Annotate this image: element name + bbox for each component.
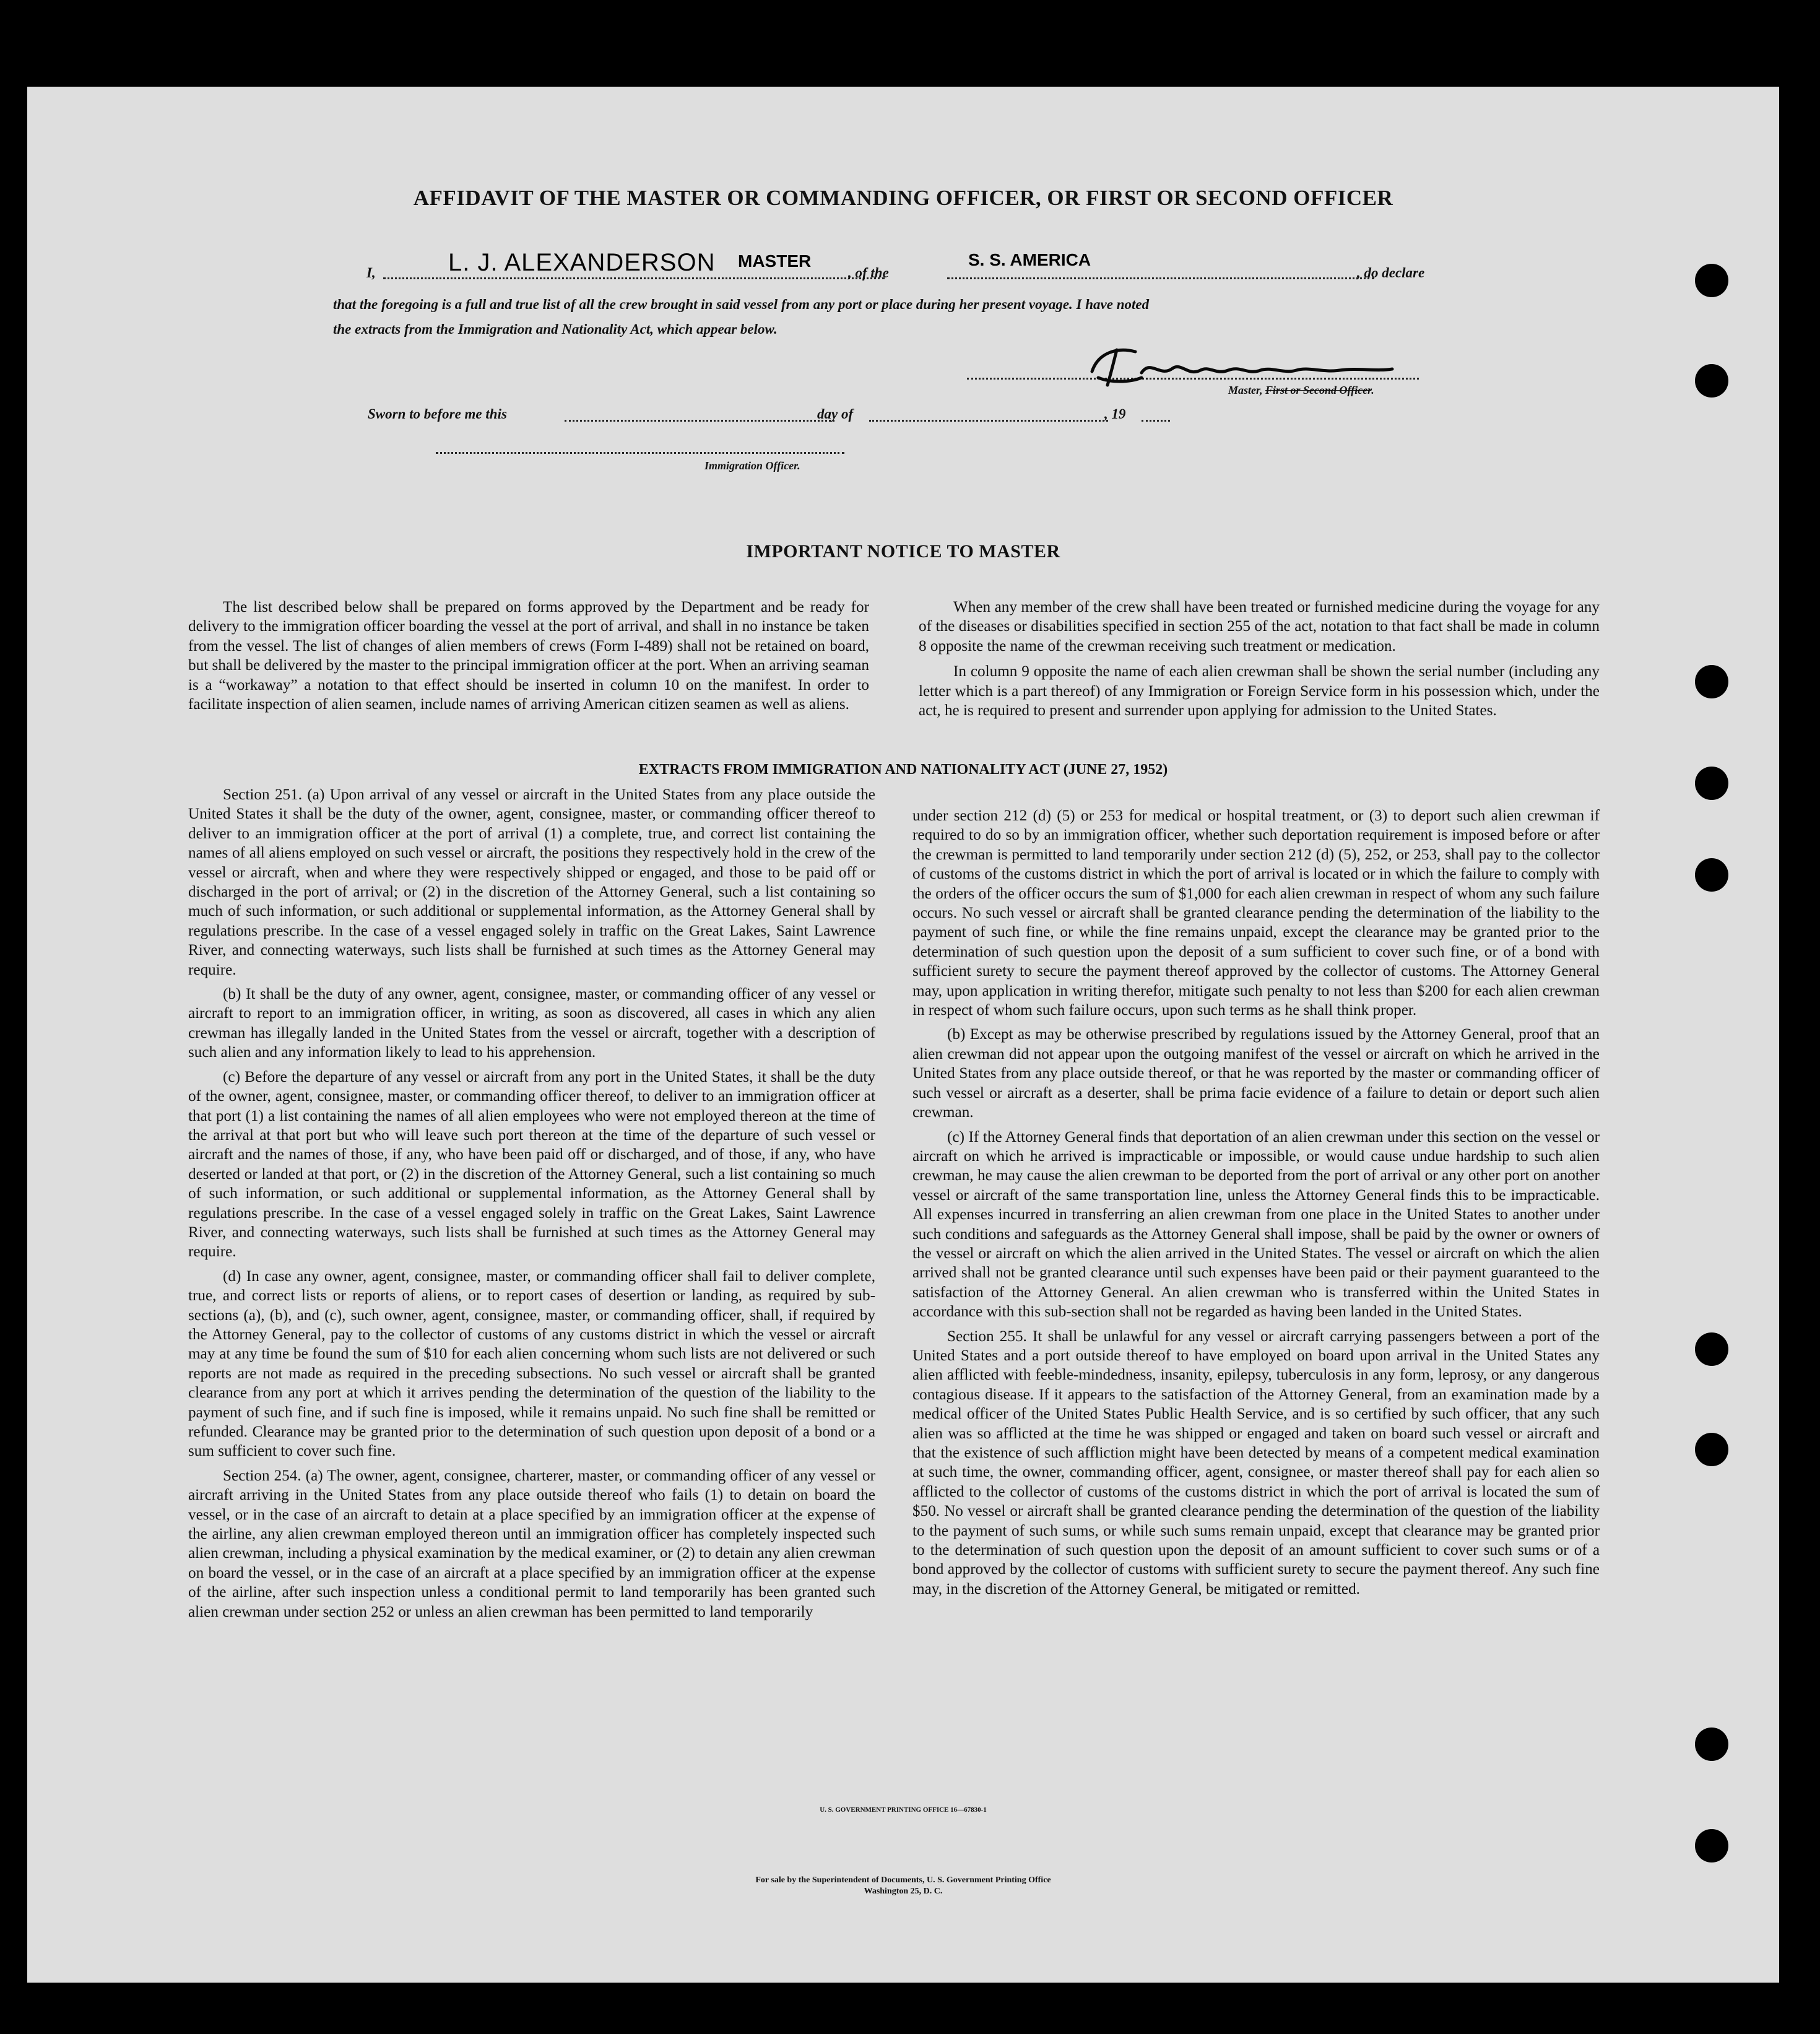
of-the-label: , of the bbox=[848, 265, 889, 280]
binder-hole bbox=[1695, 1829, 1728, 1862]
statement-line-1: that the foregoing is a full and true list of all the crew brought in said vessel from any port or place during her present voyage. I have noted bbox=[333, 297, 1150, 312]
affidavit-title: AFFIDAVIT OF THE MASTER OR COMMANDING OFFICER, OR FIRST OR SECOND OFFICER bbox=[413, 186, 1393, 210]
rank-field: MASTER bbox=[738, 251, 812, 271]
caption-period: . bbox=[1371, 384, 1374, 396]
declare-label: , do declare bbox=[1357, 265, 1425, 280]
extracts-right-column bbox=[912, 806, 1600, 1599]
notice-right-column bbox=[919, 598, 1600, 720]
sworn-year-line bbox=[1142, 420, 1170, 422]
notice-left-paragraph: The list described below shall be prepared on forms approved by the Department and be ready for delivery to the immigration officer boarding the vessel at the port of arrival, and shall in no instance be taken from the vessel. The list of changes of alien members of crews (Form I-489) shall not be retained on board, but shall be delivered by the master to the principal immigration officer at the port. When an arriving seaman is a “workaway” a notation to that effect should be inserted in column 10 on the manifest. In order to facilitate inspection of alien seamen, include names of arriving American citizen seamen as well as aliens. bbox=[188, 599, 869, 713]
sworn-month-line bbox=[869, 420, 1108, 422]
master-name-field: L. J. ALEXANDERSON bbox=[448, 249, 716, 276]
binder-hole bbox=[1695, 1728, 1728, 1761]
signature-caption bbox=[1228, 384, 1374, 397]
printer-line: U. S. GOVERNMENT PRINTING OFFICE 16—67830-1 bbox=[820, 1806, 987, 1814]
day-of-label: day of bbox=[817, 406, 854, 422]
notice-right-paragraph-2: In column 9 opposite the name of each alien crewman shall be shown the serial number (including any letter which is a part thereof) of any Immigration or Foreign Service form in his possession which, under the act, he is required to present and surrender upon applying for admission to the United States. bbox=[919, 663, 1600, 719]
binder-hole bbox=[1695, 858, 1728, 892]
vessel-name-field: S. S. AMERICA bbox=[968, 250, 1091, 269]
extract-section-255: Section 255. It shall be unlawful for any vessel or aircraft carrying passengers between a port of the United States and a port outside thereof to have employed on board upon arrival in the United States any alien afflicted with feeble-mindedness, insanity, epilepsy, tuberculosis in any form, leprosy, or any dangerous contagious disease. If it appears to the satisfaction of the Attorney General, from an examination made by a medical officer of the United States Public Health Service, and is so certified by such officer, that any such alien was so afflicted at the time he was shipped or engaged and taken on board such vessel or aircraft and that the existence of such affliction might have been detected by means of a competent medical examination at such time, the owner, commanding officer, agent, consignee, or master thereof shall pay for each alien so afflicted to the collector of customs of the customs district in which the port of arrival is located the sum of $50. No vessel or aircraft shall be granted clearance pending the determination of the question of the liability to the payment of such sums, or while such sums remain unpaid, except that clearance may be granted prior to the determination of such question upon the deposit of an amount sufficient to cover such sums or of a bond approved by the collector of customs with sufficient surety to secure the payment thereof. Any such fine may, in the discretion of the Attorney General, be mitigated or remitted. bbox=[912, 1328, 1600, 1597]
binder-hole bbox=[1695, 1332, 1728, 1366]
extract-section-251d: (d) In case any owner, agent, consignee, master, or commanding officer shall fail to deliver complete, true, and correct lists or reports of aliens, or to report cases of desertion or landing, as required by sub-sections (a), (b), and (c), such owner, agent, consignee, master, or commanding officer, shall, if required by the Attorney General, pay to the collector of customs of any customs district in which the vessel or aircraft may at any time be found the sum of $10 for each alien concerning whom such lists are not delivered or such reports are not made as required in the preceding subsections. No such vessel or aircraft shall be granted clearance from any port at which it arrives pending the determination of the question of the liability to the payment of such fine, and if such fine is imposed, while it remains unpaid. No such fine shall be remitted or refunded. Clearance may be granted prior to the determination of such question upon deposit of a bond or a sum sufficient to cover such fine. bbox=[188, 1267, 875, 1460]
extract-section-254a: Section 254. (a) The owner, agent, consignee, charterer, master, or commanding officer of any vessel or aircraft arriving in the United States from any place outside thereof who fails (1) to detain on board the vessel, or in the case of an aircraft to detain at a place specified by an immigration officer at the expense of the airline, any alien crewman employed thereon until an immigration officer has completely inspected such alien crewman, including a physical examination by the medical examiner, or (2) to detain any alien crewman on board the vessel, or in the case of an aircraft at a place specified by an immigration officer at the expense of the airline, after such inspection unless a conditional permit to land temporarily has been granted such alien crewman under section 252 or unless an alien crewman has been permitted to land temporarily bbox=[188, 1467, 875, 1620]
caption-struck: First or Second Officer bbox=[1265, 384, 1372, 396]
extract-section-251a: Section 251. (a) Upon arrival of any vessel or aircraft in the United States from any place outside the United States it shall be the duty of the owner, agent, consignee, master, or commanding officer thereof to deliver to an immigration officer at the port of arrival (1) a complete, true, and correct list containing the names of all aliens employed on such vessel or aircraft, the positions they respectively hold in the crew of the vessel or aircraft, when and where they were respectively shipped or engaged, and those to be paid off or discharged in the port of arrival; or (2) in the discretion of the Attorney General, such a list containing so much of such information, or such additional or supplemental information, as the Attorney General shall by regulations prescribe. In the case of a vessel engaged solely in traffic on the Great Lakes, Saint Lawrence River, and connecting waterways, such lists shall be furnished at such times as the Attorney General may require. bbox=[188, 786, 875, 978]
caption-master: Master, bbox=[1228, 384, 1266, 396]
extracts-left-column bbox=[188, 785, 875, 1622]
vessel-field-line bbox=[947, 277, 1374, 279]
sworn-label: Sworn to before me this bbox=[368, 406, 507, 422]
master-signature bbox=[1080, 334, 1402, 390]
extract-section-251b: (b) It shall be the duty of any owner, agent, consignee, master, or commanding officer of any vessel or aircraft to report to an immigration officer, in writing, as soon as discovered, all cases in which any alien crewman has illegally landed in the United States from the vessel or aircraft, together with a description of such alien and any information likely to lead to his apprehension. bbox=[188, 986, 875, 1061]
year-label: , 19 bbox=[1104, 406, 1126, 422]
notice-title: IMPORTANT NOTICE TO MASTER bbox=[746, 541, 1060, 562]
notice-right-paragraph-1: When any member of the crew shall have been treated or furnished medicine during the voyage for any of the diseases or disabilities specified in section 255 of the act, notation to that fact shall be made in column 8 opposite the name of the crewman receiving such treatment or medication. bbox=[919, 599, 1600, 654]
binder-hole bbox=[1695, 1433, 1728, 1466]
binder-hole bbox=[1695, 665, 1728, 698]
name-field-line bbox=[383, 277, 885, 279]
footer-line-1: For sale by the Superintendent of Documents, U. S. Government Printing Office bbox=[755, 1875, 1051, 1885]
sale-footer bbox=[27, 1875, 1779, 1897]
officer-signature-line bbox=[436, 452, 844, 454]
footer-line-2: Washington 25, D. C. bbox=[864, 1887, 943, 1896]
binder-hole bbox=[1695, 264, 1728, 297]
extract-section-254b: (b) Except as may be otherwise prescribed by regulations issued by the Attorney General, proof that an alien crewman did not appear upon the outgoing manifest of the vessel or aircraft on which he arrived in the United States from any place outside thereof, or that he was reported by the master or commanding officer of such vessel or aircraft as a deserter, shall be prima facie evidence of a failure to detain or deport such alien crewman. bbox=[912, 1026, 1600, 1121]
extract-section-251c: (c) Before the departure of any vessel or aircraft from any port in the United States, it shall be the duty of the owner, agent, consignee, master, or commanding officer thereof, to deliver to an immigration officer at that port (1) a list containing the names of all alien employees who were not employed thereon at the time of the arrival at that port but who will leave such port thereon at the time of the departure of such vessel or aircraft and the names of those, if any, who have been paid off or discharged, and of those, if any, who have deserted or landed at that port, or (2) in the discretion of the Attorney General, such a list containing so much of such information, or such additional or supplemental information, as the Attorney General shall by regulations prescribe. In the case of a vessel engaged solely in traffic on the Great Lakes, Saint Lawrence River, and connecting waterways, such lists shall be furnished at such times as the Attorney General may require. bbox=[188, 1068, 875, 1261]
document-page bbox=[27, 87, 1779, 1983]
binder-hole bbox=[1695, 364, 1728, 398]
statement-line-2: the extracts from the Immigration and Nationality Act, which appear below. bbox=[333, 321, 778, 337]
i-label: I, bbox=[366, 265, 376, 280]
extract-section-254c: (c) If the Attorney General finds that deportation of an alien crewman under this section on the vessel or aircraft on which he arrived is impracticable or impossible, or would cause undue hardship to such alien crewman, he may cause the alien crewman to be deported from the port of arrival or any other port on another vessel or aircraft of the same transportation line, unless the Attorney General finds this to be impracticable. All expenses incurred in transferring an alien crewman from one place in the United States to another under such conditions and safeguards as the Attorney General shall impose, shall be paid by the owner or owners of the vessel or aircraft on which the alien arrived in the United States. The vessel or aircraft on which the alien arrived shall not be granted clearance until such expenses have been paid or their payment guaranteed to the satisfaction of the Attorney General. An alien crewman who is transferred within the United States in accordance with this sub-section shall not be regarded as having been landed in the United States. bbox=[912, 1128, 1600, 1321]
immigration-officer-label: Immigration Officer. bbox=[704, 459, 800, 472]
sworn-day-line bbox=[565, 420, 834, 422]
extract-section-254a-cont: under section 212 (d) (5) or 253 for medical or hospital treatment, or (3) to deport such alien crewman if required to do so by an immigration officer, whether such deportation requirement is imposed before or after the crewman is permitted to land temporarily under section 212 (d) (5), 252, or 253, shall pay to the collector of customs of the customs district in which the port of arrival is located or in which the failure to comply with the orders of the officer occurs the sum of $1,000 for each alien crewman in respect of whom any such failure occurs. No such vessel or aircraft shall be granted clearance pending the determination of the liability to the payment of such fine, or while the fine remains unpaid, except the clearance may be granted prior to the determination of such question upon the deposit of a sum sufficient to cover such fine, or of a bond with sufficient surety to secure the payment thereof approved by the collector of customs. The Attorney General may, upon application in writing therefor, mitigate such penalty to not less than $200 for each alien crewman in respect of whom such failure occurs, upon such terms as he shall think proper. bbox=[912, 807, 1600, 1019]
notice-left-column bbox=[188, 598, 869, 714]
extracts-title: EXTRACTS FROM IMMIGRATION AND NATIONALITY ACT (JUNE 27, 1952) bbox=[638, 762, 1168, 778]
